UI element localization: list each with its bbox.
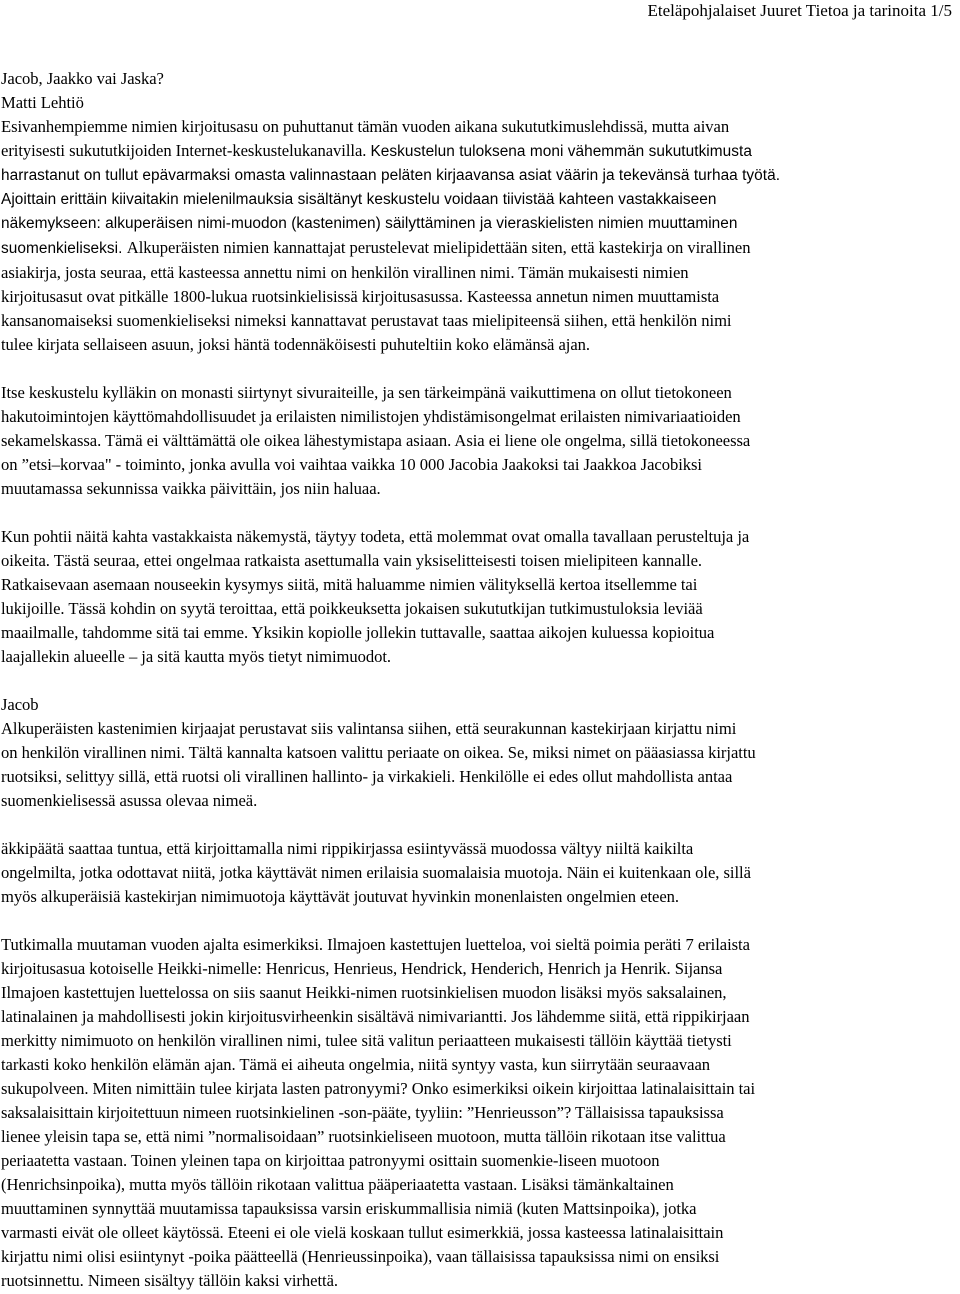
text-line: Itse keskustelu kylläkin on monasti siirtynyt sivuraiteille, ja sen tärkeimpänä vaikuttimena on ollut tietokoneen — [1, 383, 732, 402]
text-line: ruotsiksi, selittyy sillä, että ruotsi oli virallinen hallinto- ja virkakieli. Henkilölle ei edes ollut mahdollista antaa — [1, 767, 733, 786]
text-line: sekamelskassa. Tämä ei välttämättä ole oikea lähestymistapa asiaan. Asia ei liene ole ongelma, sillä tietokoneessa — [1, 431, 751, 450]
text-line: näkemykseen: alkuperäisen nimi-muodon (kastenimen) säilyttäminen ja vieraskielisten nimien muuttaminen — [1, 215, 738, 232]
text-line: merkitty nimimuoto on henkilön virallinen nimi, tulee sitä valitun periaatteen mukaisesti tällöin käyttää tietysti — [1, 1031, 732, 1050]
text-line: sukupolveen. Miten nimittäin tulee kirjata lasten patronyymi? Onko esimerkiksi oikein kirjoittaa latinalaisittain tai — [1, 1079, 756, 1098]
text-line: ongelmilta, jotka odottavat niitä, jotka käyttävät nimen erilaisia suomalaisia muotoja. Näin ei kuitenkaan ole, sillä — [1, 863, 751, 882]
text-line: periaatetta vastaan. Toinen yleinen tapa on kirjoittaa patronyymi osittain suomenkie-liseen muotoon — [1, 1151, 660, 1170]
text-line: on henkilön virallinen nimi. Tältä kannalta katsoen valittu periaate on oikea. Se, miksi nimet on pääasiassa kirjattu — [1, 743, 756, 762]
text-line: Ratkaisevaan asemaan nouseekin kysymys siitä, mitä haluamme nimien välityksellä kertoa itsellemme tai — [1, 575, 698, 594]
text-fragment: Alkuperäisten nimien kannattajat perustelevat mielipidettään siten, että kastekirja on virallinen — [126, 238, 751, 257]
text-line: hakutoimintojen käyttömahdollisuudet ja erilaisten nimilistojen yhdistämisongelmat erilaisten nimivariaatioiden — [1, 407, 741, 426]
text-line: lukijoille. Tässä kohdin on syytä teroittaa, että poikkeuksetta jokaisen sukututkijan tutkimustuloksia leviää — [1, 599, 703, 618]
paragraph-gap — [1, 813, 956, 837]
paragraph-2 — [1, 381, 956, 501]
paragraph-4 — [1, 717, 956, 813]
paragraph-gap — [1, 909, 956, 933]
text-line: muuttaminen synnyttää muutamissa tapauksissa varsin eriskummallisia nimiä (kuten Mattsinpoika), jotka — [1, 1199, 697, 1218]
article-author: Matti Lehtiö — [1, 93, 84, 112]
text-line: asiakirja, josta seuraa, että kasteessa annettu nimi on henkilön virallinen nimi. Tämän mukaisesti nimien — [1, 263, 689, 282]
paragraph-gap — [1, 357, 956, 381]
text-line: Tutkimalla muutaman vuoden ajalta esimerkiksi. Ilmajoen kastettujen luetteloa, voi sieltä poimia peräti 7 erilaista — [1, 935, 750, 954]
paragraph-5 — [1, 837, 956, 909]
paragraph-6 — [1, 933, 956, 1293]
running-header: Eteläpohjalaiset Juuret Tietoa ja tarinoita 1/5 — [647, 1, 952, 20]
text-line: myös alkuperäisiä kastekirjan nimimuotoja käyttävät joutuvat hyvinkin monenlaisten ongelmien eteen. — [1, 887, 679, 906]
text-line: tulee kirjata sellaiseen asuun, joksi häntä todennäköisesti puhuteltiin koko elämänsä ajan. — [1, 335, 590, 354]
paragraph-gap — [1, 501, 956, 525]
article-body — [1, 67, 956, 1293]
text-line: tarkasti koko henkilön elämän ajan. Tämä ei aiheuta ongelmia, niitä syntyy vasta, kun siirrytään seuraavaan — [1, 1055, 711, 1074]
text-line: Ajoittain erittäin kiivaitakin mielenilmauksia sisältänyt keskustelu voidaan tiivistää kahteen vastakkaiseen — [1, 191, 717, 208]
text-line: oikeita. Tästä seuraa, ettei ongelmaa ratkaista asettumalla vain yksiselitteisesti toisen mielipiteen kannalle. — [1, 551, 702, 570]
text-line: Kun pohtii näitä kahta vastakkaista näkemystä, täytyy todeta, että molemmat ovat omalla tavallaan perusteltuja ja — [1, 527, 750, 546]
text-line: ruotsinnettu. Nimeen sisältyy tällöin kaksi virhettä. — [1, 1271, 339, 1290]
text-fragment: suomenkieliseksi. — [1, 240, 127, 257]
text-line: suomenkielisessä asussa olevaa nimeä. — [1, 791, 258, 810]
text-line: kansanomaiseksi suomenkieliseksi nimeksi kannattavat perustavat taas mielipiteensä siihen, että henkilön nimi — [1, 311, 732, 330]
text-line: Alkuperäisten kastenimien kirjaajat perustavat siis valintansa siihen, että seurakunnan kastekirjaan kirjattu nimi — [1, 719, 737, 738]
text-line: kirjattu nimi olisi esiintynyt -poika päätteellä (Henrieussinpoika), vaan tällaisissa tapauksissa nimi on ensiksi — [1, 1247, 720, 1266]
text-line: äkkipäätä saattaa tuntua, että kirjoittamalla nimi rippikirjassa esiintyvässä muodossa vältyy niiltä kaikilta — [1, 839, 694, 858]
text-line: latinalainen ja mahdollisesti jokin kirjoitusvirheenkin sisältävä nimivariantti. Jos lähdemme siitä, että rippikirjaan — [1, 1007, 750, 1026]
text-line: lienee yleisin tapa se, että nimi ”normalisoidaan” ruotsinkieliseen muotoon, mutta tällöin rikotaan itse valittua — [1, 1127, 726, 1146]
text-line — [1, 139, 956, 164]
text-line — [1, 236, 956, 261]
paragraph-gap — [1, 669, 956, 693]
paragraph-1 — [1, 115, 956, 357]
text-line: kirjoitusasua kotoiselle Heikki-nimelle: Henricus, Henrieus, Hendrick, Henderich, Henrich ja Henrik. Sijansa — [1, 959, 723, 978]
article-title: Jacob, Jaakko vai Jaska? — [1, 69, 164, 88]
text-line: harrastanut on tullut epävarmaksi omasta valinnastaan peläten kirjaavansa asiat väärin ja tekevänsä turhaa työtä. — [1, 167, 781, 184]
text-line: kirjoitusasut ovat pitkälle 1800-lukua ruotsinkielisissä kirjoitusasussa. Kasteessa annetun nimen muuttamista — [1, 287, 720, 306]
text-fragment: erityisesti sukututkijoiden Internet-keskustelukanavilla. — [1, 141, 371, 160]
section-heading: Jacob — [1, 695, 39, 714]
text-line: Ilmajoen kastettujen luettelossa on siis saanut Heikki-nimen ruotsinkielisen muodon lisäksi myös saksalainen, — [1, 983, 727, 1002]
text-line: maailmalle, tahdomme sitä tai emme. Yksikin kopiolle jollekin tuttavalle, saattaa aikojen kuluessa kopioitua — [1, 623, 715, 642]
text-line: on ”etsi–korvaa" - toiminto, jonka avulla voi vaihtaa vaikka 10 000 Jacobia Jaakoksi tai Jaakkoa Jacobiksi — [1, 455, 702, 474]
text-line: saksalaisittain kirjoitettuun nimeen ruotsinkielinen -son-pääte, tyyliin: ”Henrieusson”? Tällaisissa tapauksissa — [1, 1103, 724, 1122]
text-fragment: Keskustelun tuloksena moni vähemmän sukututkimusta — [370, 143, 752, 160]
text-line: laajallekin alueelle – ja sitä kautta myös tietyt nimimuodot. — [1, 647, 392, 666]
text-line: varmasti eivät ole olleet käytössä. Eteeni ei ole vielä koskaan tullut esimerkkiä, jossa kasteessa latinalaisittain — [1, 1223, 724, 1242]
paragraph-3 — [1, 525, 956, 669]
text-line: (Henrichsinpoika), mutta myös tällöin rikotaan valittua pääperiaatetta vastaan. Lisäksi tämänkaltainen — [1, 1175, 674, 1194]
text-line: Esivanhempiemme nimien kirjoitusasu on puhuttanut tämän vuoden aikana sukututkimuslehdissä, mutta aivan — [1, 117, 730, 136]
text-line: muutamassa sekunnissa vaikka päivittäin, jos niin haluaa. — [1, 479, 381, 498]
